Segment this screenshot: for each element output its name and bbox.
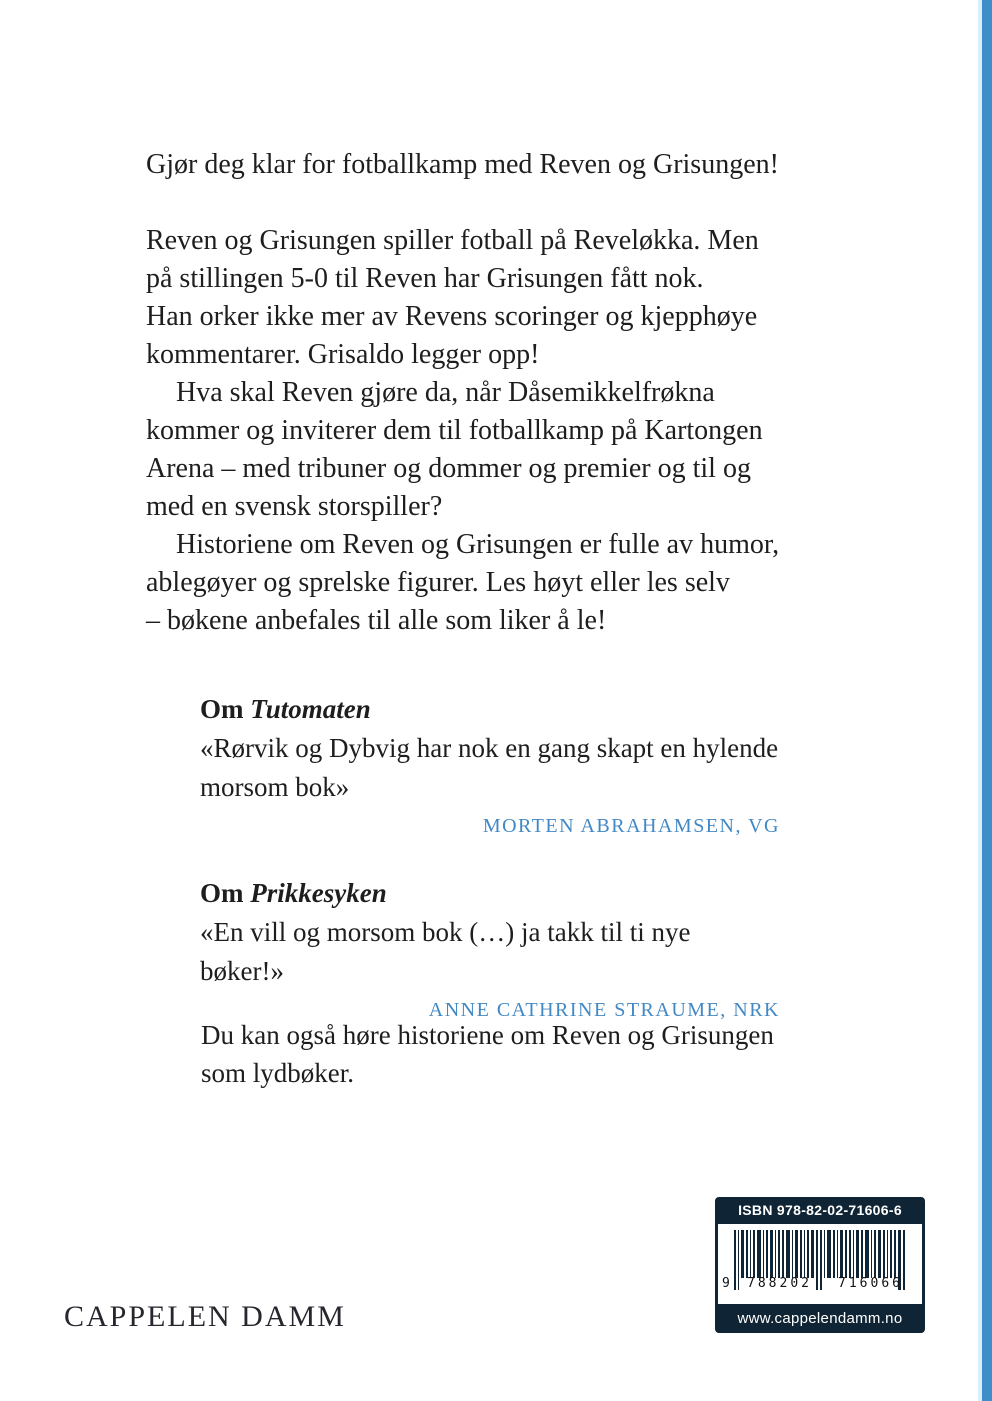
- review-book-title: Tutomaten: [250, 694, 371, 724]
- tagline: Gjør deg klar for fotballkamp med Reven og Grisungen!: [146, 149, 779, 180]
- review-quote-line: morsom bok»: [200, 772, 350, 802]
- barcode-digits: [718, 1276, 922, 1291]
- blurb-line: – bøkene anbefales til alle som liker å le!: [146, 605, 607, 636]
- blurb-line: Han orker ikke mer av Revens scoringer og kjepphøye: [146, 301, 758, 332]
- review-attribution: MORTEN ABRAHAMSEN, VG: [482, 815, 780, 837]
- review-quote-line: «En vill og morsom bok (…) ja takk til ti nye bøker!»: [200, 917, 691, 986]
- blurb-line: Reven og Grisungen spiller fotball på Reveløkka. Men: [146, 225, 759, 256]
- blurb-line: med en svensk storspiller?: [146, 491, 443, 522]
- review-heading: [200, 874, 780, 913]
- review-heading: [200, 690, 780, 729]
- isbn-barcode-block: [715, 1197, 925, 1333]
- barcode-digit-group: 788202: [747, 1276, 812, 1291]
- publisher-website: www.cappelendamm.no: [737, 1310, 903, 1327]
- audiobook-note-line: som lydbøker.: [201, 1058, 354, 1088]
- blurb-line: ablegøyer og sprelske figurer. Les høyt eller les selv: [146, 567, 730, 598]
- blurb-line: Historiene om Reven og Grisungen er fulle av humor,: [176, 529, 780, 560]
- audiobook-note: [201, 1016, 841, 1092]
- review-prikkesyken: [200, 874, 780, 1023]
- review-quote-line: «Rørvik og Dybvig har nok en gang skapt en hylende: [200, 733, 779, 763]
- page-edge-blue-strip: [982, 0, 992, 1401]
- blurb: [146, 222, 926, 640]
- barcode-digit-group: 9: [722, 1276, 733, 1291]
- blurb-line: kommentarer. Grisaldo legger opp!: [146, 339, 540, 370]
- review-tutomaten: [200, 690, 780, 839]
- blurb-line: Arena – med tribuner og dommer og premier og til og: [146, 453, 751, 484]
- blurb-line: på stillingen 5-0 til Reven har Grisungen fått nok.: [146, 263, 704, 294]
- audiobook-note-line: Du kan også høre historiene om Reven og Grisungen: [201, 1020, 774, 1050]
- barcode-digit-group: 716066: [838, 1276, 903, 1291]
- review-heading-om: Om: [200, 878, 244, 908]
- isbn-label: ISBN 978-82-02-71606-6: [738, 1202, 902, 1218]
- blurb-line: Hva skal Reven gjøre da, når Dåsemikkelfrøkna: [176, 377, 715, 408]
- review-heading-om: Om: [200, 694, 244, 724]
- barcode-panel: [718, 1224, 922, 1304]
- publisher-logo: CAPPELEN DAMM: [64, 1300, 346, 1333]
- review-book-title: Prikkesyken: [250, 878, 387, 908]
- blurb-line: kommer og inviterer dem til fotballkamp på Kartongen: [146, 415, 763, 446]
- review-attribution: ANNE CATHRINE STRAUME, NRK: [428, 999, 780, 1021]
